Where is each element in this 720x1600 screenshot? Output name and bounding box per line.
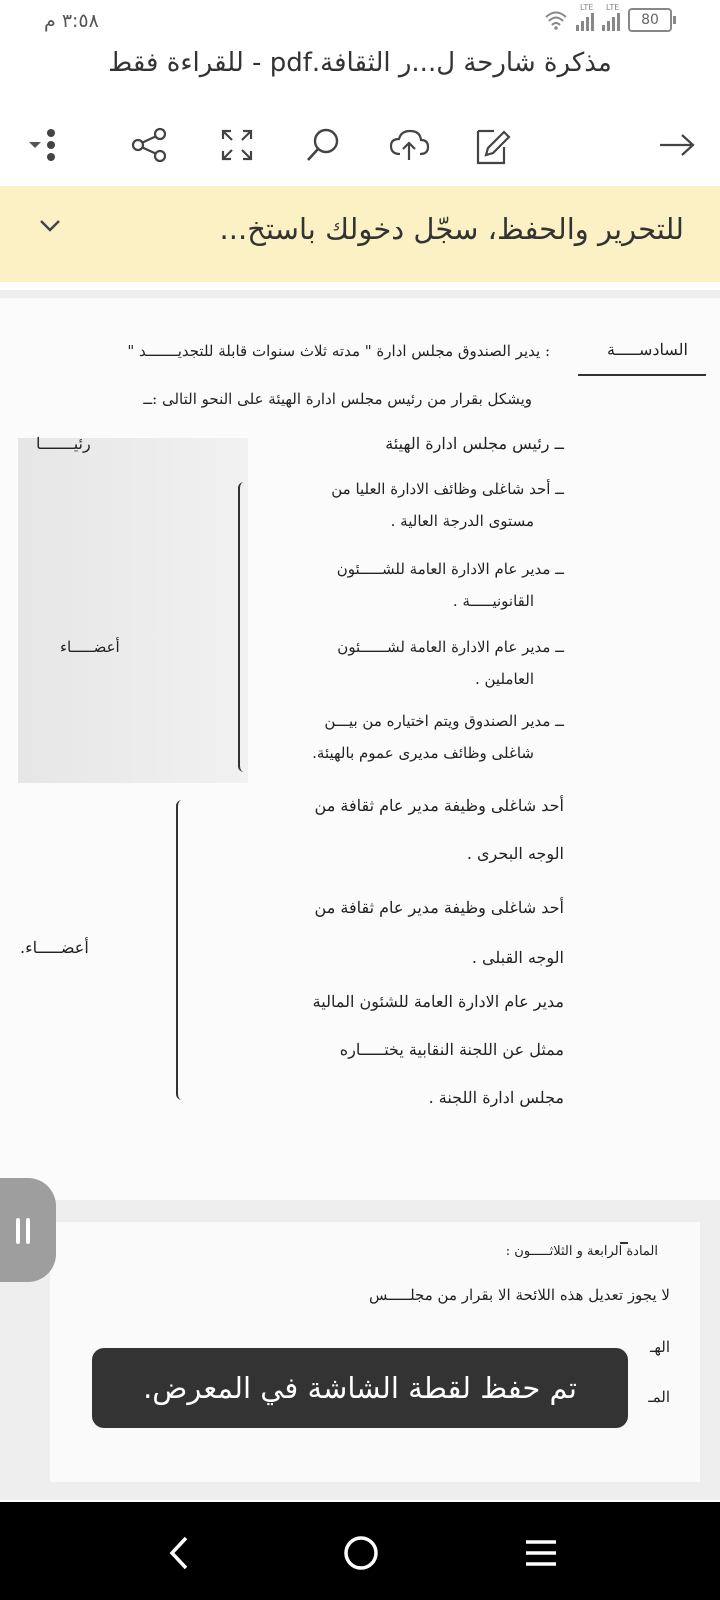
- cloud-upload-icon: [388, 128, 430, 162]
- doc-line-fragment: الهـ: [649, 1338, 670, 1356]
- doc-line: شاغلى وظائف مديرى عموم بالهيئة.: [312, 744, 534, 762]
- heading-underline: [578, 374, 706, 376]
- doc-line: الوجه البحرى .: [466, 844, 564, 863]
- status-icons: [544, 3, 672, 32]
- status-bar: [0, 0, 720, 44]
- grip-line: [26, 1218, 30, 1244]
- label-members-2: أعضـــــاء.: [20, 938, 89, 957]
- doc-line: العاملين .: [474, 670, 534, 688]
- doc-line: مستوى الدرجة العالية .: [390, 512, 534, 530]
- edit-button[interactable]: [470, 122, 516, 168]
- sign-in-banner[interactable]: [0, 186, 720, 282]
- doc-line: أحد شاغلى وظيفة مدير عام ثقافة من: [314, 898, 564, 917]
- brace-2: [176, 800, 188, 1100]
- document-title: مذكرة شارحة ل...ر الثقافة.pdf - للقراءة فقط: [108, 48, 612, 78]
- label-chairman: رئيـــــــا: [36, 434, 91, 453]
- battery-icon: 80: [628, 8, 672, 32]
- share-button[interactable]: [126, 122, 172, 168]
- doc-line: ــ مدير عام الادارة العامة لشــــــئون: [337, 638, 564, 656]
- fullscreen-button[interactable]: [214, 122, 260, 168]
- wifi-icon: [544, 10, 568, 30]
- label-members-1: أعضـــــاء: [60, 638, 120, 656]
- doc-line-fragment: المـ: [648, 1388, 670, 1406]
- home-icon: [342, 1534, 380, 1572]
- system-nav-bar: [0, 1502, 720, 1600]
- brace-1: [238, 482, 250, 772]
- doc-line: ــ مدير عام الادارة العامة للشـــــئون: [336, 560, 564, 578]
- cloud-upload-button[interactable]: [386, 122, 432, 168]
- signal-icon-1: LTE: [576, 9, 594, 31]
- edit-icon: [474, 125, 512, 165]
- forward-arrow-icon: [658, 131, 696, 159]
- document-viewer[interactable]: [0, 290, 720, 1500]
- forward-button[interactable]: [654, 122, 700, 168]
- search-icon: [304, 126, 342, 164]
- doc-line: أحد شاغلى وظيفة مدير عام ثقافة من: [314, 796, 564, 815]
- status-time: ٣:٥٨ م: [44, 10, 99, 32]
- recents-icon: [524, 1538, 558, 1568]
- nav-home-button[interactable]: [336, 1528, 386, 1578]
- banner-text: للتحرير والحفظ، سجّل دخولك باستخ...: [219, 212, 684, 246]
- doc-line: ــ مدير الصندوق ويتم اختياره من بيـــن: [324, 712, 564, 730]
- article-heading: السادســـــة: [606, 340, 688, 359]
- grip-line: [16, 1218, 20, 1244]
- doc-line: الوجه القبلى .: [471, 948, 564, 967]
- doc-line: مدير عام الادارة العامة للشئون المالية: [312, 992, 564, 1011]
- article-heading-2: المادة الرابعة و الثلاثـــــون :: [505, 1244, 658, 1259]
- signal-icon-2: LTE: [602, 9, 620, 31]
- doc-line: لا يجوز تعديل هذه اللائحة الا بقرار من مجلـــــس: [368, 1286, 670, 1304]
- doc-line: مجلس ادارة اللجنة .: [428, 1088, 564, 1107]
- doc-line: ويشكل بقرار من رئيس مجلس ادارة الهيئة على النحو التالى :ــ: [143, 390, 532, 408]
- toast-message: تم حفظ لقطة الشاشة في المعرض.: [92, 1348, 628, 1428]
- doc-line: : يدير الصندوق مجلس ادارة " مدته ثلاث سنوات قابلة للتجديـــــــد ": [127, 342, 550, 360]
- doc-line: القانونيـــــة .: [452, 592, 534, 610]
- back-icon: [164, 1535, 194, 1571]
- more-options-button[interactable]: [12, 122, 72, 168]
- doc-line: ــ رئيس مجلس ادارة الهيئة: [385, 434, 564, 453]
- toolbar: [0, 110, 720, 180]
- nav-back-button[interactable]: [154, 1528, 204, 1578]
- dropdown-caret-icon: [28, 140, 42, 150]
- banner-expand-button[interactable]: [36, 212, 64, 244]
- fullscreen-icon: [220, 128, 254, 162]
- share-icon: [130, 126, 168, 164]
- search-button[interactable]: [300, 122, 346, 168]
- scan-shadow: [18, 438, 248, 783]
- pdf-page-1: [0, 298, 720, 1200]
- doc-line: ممثل عن اللجنة النقابية يختـــــاره: [339, 1040, 564, 1059]
- doc-line: ــ أحد شاغلى وظائف الادارة العليا من: [331, 480, 564, 498]
- fast-scroll-handle[interactable]: [0, 1178, 56, 1282]
- more-icon: [46, 128, 56, 162]
- chevron-down-icon: [36, 212, 64, 240]
- nav-recents-button[interactable]: [516, 1528, 566, 1578]
